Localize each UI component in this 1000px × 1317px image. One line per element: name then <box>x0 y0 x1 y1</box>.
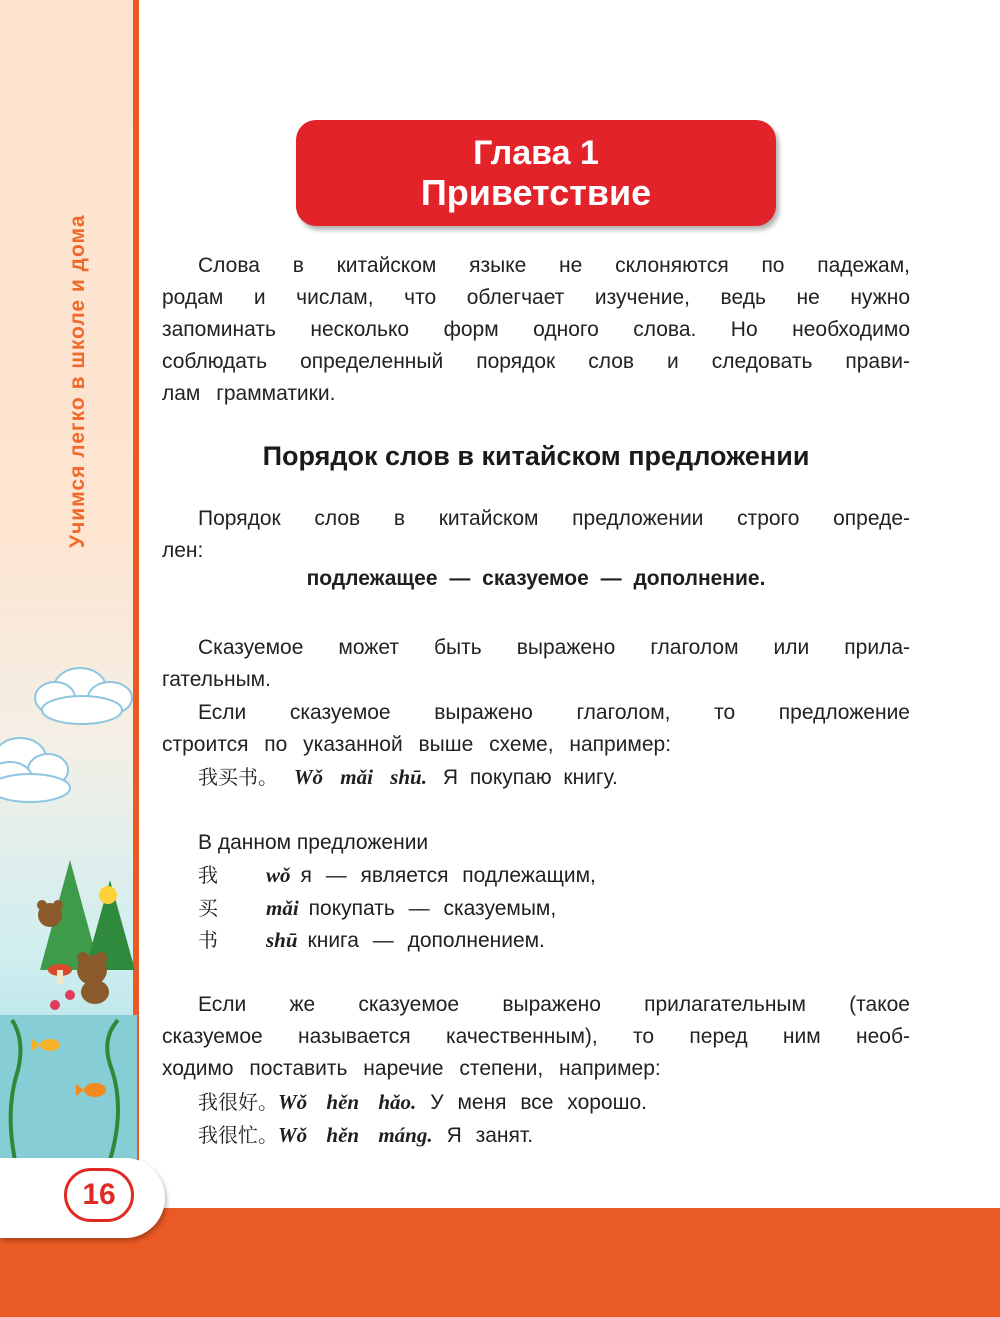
text-line: лам грамматики. <box>162 382 336 405</box>
text-line: гательным. <box>162 668 271 691</box>
example-translation: Я занят. <box>446 1124 534 1147</box>
chapter-banner <box>296 120 776 226</box>
text-line: ходимо поставить наречие степени, например: <box>162 1057 661 1080</box>
analysis-pinyin: wǒ <box>266 863 291 887</box>
example-hanzi: 我很忙。 <box>198 1123 278 1147</box>
side-vertical-title-text: Учимся легко в школе и дома <box>66 214 89 548</box>
example-sentence <box>198 761 618 793</box>
text-line: сказуемое называется качественным), то перед ним необ- <box>162 1025 910 1048</box>
text-line: Сказуемое может быть выражено глаголом или прила- <box>198 636 910 659</box>
section-heading: Порядок слов в китайском предложении <box>262 441 810 471</box>
example-hanzi: 我买书。 <box>198 765 278 789</box>
text-line: родам и числам, что облегчает изучение, ведь не нужно <box>162 286 910 309</box>
cloud-icon <box>35 668 132 724</box>
analysis-row <box>198 892 556 924</box>
text-line: Если же сказуемое выражено прилагательным (такое <box>198 993 910 1016</box>
side-vertical-title <box>66 108 106 548</box>
example-pinyin: Wǒ mǎi shū. <box>293 765 427 789</box>
analysis-pinyin: mǎi <box>266 896 299 920</box>
example-pinyin: Wǒ hěn máng. <box>278 1123 433 1147</box>
text-line: запоминать несколько форм одного слова. Но необходимо <box>162 318 910 341</box>
text-line: Порядок слов в китайском предложении строго опреде- <box>198 507 910 530</box>
verb-paragraph <box>162 697 910 761</box>
text-line: Если сказуемое выражено глаголом, то предложение <box>198 701 910 724</box>
analysis-hanzi: 买 <box>198 896 218 920</box>
example-translation: Я покупаю книгу. <box>442 766 618 789</box>
intro-paragraph <box>162 250 910 410</box>
page-number: 16 <box>64 1168 134 1222</box>
analysis-intro: В данном предложении <box>198 831 429 854</box>
adjective-paragraph <box>162 989 910 1085</box>
side-illustration <box>0 640 137 1160</box>
text-line: Слова в китайском языке не склоняются по падежам, <box>198 254 910 277</box>
analysis-row <box>198 859 596 891</box>
analysis-row <box>198 924 545 956</box>
analysis-text: покупать — сказуемым, <box>308 897 557 920</box>
chapter-number: Глава 1 <box>473 134 599 172</box>
order-paragraph <box>162 503 910 567</box>
flower-icon <box>48 964 75 1010</box>
analysis-text: я — является подлежащим, <box>300 864 596 887</box>
word-order-formula: подлежащее — сказуемое — дополнение. <box>306 567 766 590</box>
example-sentence <box>198 1086 647 1118</box>
sun-icon <box>99 886 117 904</box>
analysis-pinyin: shū <box>266 928 298 952</box>
analysis-text: книга — дополнением. <box>307 929 545 952</box>
analysis-hanzi: 我 <box>198 863 218 887</box>
example-hanzi: 我很好。 <box>198 1090 278 1114</box>
example-pinyin: Wǒ hěn hǎo. <box>278 1090 417 1114</box>
text-line: лен: <box>162 539 204 562</box>
predicate-paragraph <box>162 632 910 696</box>
chapter-title: Приветствие <box>420 172 652 213</box>
text-line: строится по указанной выше схеме, например: <box>162 733 672 756</box>
example-translation: У меня все хорошо. <box>430 1091 647 1114</box>
analysis-hanzi: 书 <box>198 928 218 952</box>
cloud-icon <box>0 738 70 802</box>
text-line: соблюдать определенный порядок слов и следовать прави- <box>162 350 910 373</box>
example-sentence <box>198 1119 533 1151</box>
